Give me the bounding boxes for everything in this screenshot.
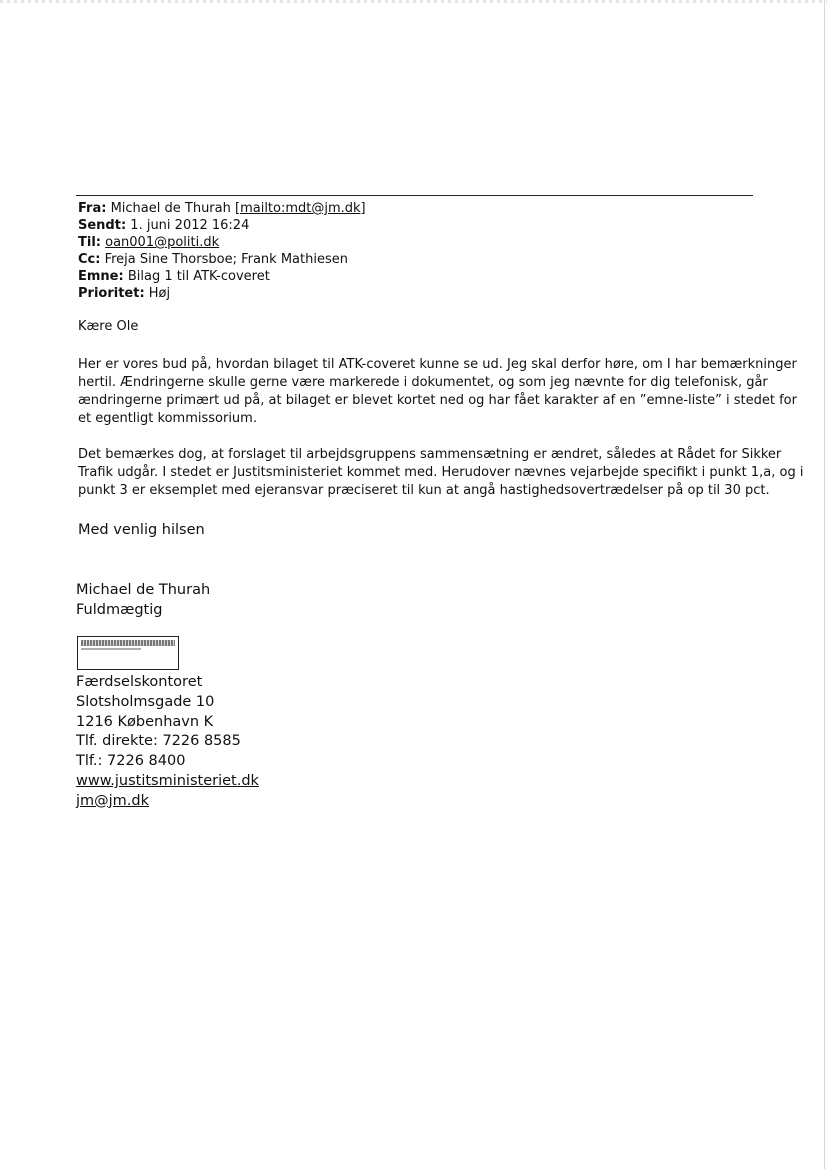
signer-block xyxy=(76,580,210,620)
website-link[interactable]: www.justitsministeriet.dk xyxy=(76,772,259,789)
header-divider xyxy=(76,195,753,196)
header-sent xyxy=(78,217,738,234)
city: 1216 København K xyxy=(76,713,214,730)
street: Slotsholmsgade 10 xyxy=(76,693,215,710)
paragraph-line: Her er vores bud på, hvordan bilaget til ATK-coveret kunne se ud. Jeg skal derfor høre, om I har bemærkninger xyxy=(78,357,797,372)
logo-strip xyxy=(81,640,175,646)
paragraph-line: Det bemærkes dog, at forslaget til arbejdsgruppens sammensætning er ændret, således at Rådet for Sikker xyxy=(78,447,782,462)
logo-strip-secondary xyxy=(81,648,141,650)
cc-label: Cc: xyxy=(78,252,101,267)
subject-value: Bilag 1 til ATK-coveret xyxy=(127,269,270,284)
closing: Med venlig hilsen xyxy=(78,522,205,538)
from-mailto-link[interactable]: [mailto:mdt@jm.dk] xyxy=(235,201,366,216)
priority-value: Høj xyxy=(148,286,171,301)
to-label: Til: xyxy=(78,235,101,250)
header-subject xyxy=(78,268,738,285)
header-to xyxy=(78,234,738,251)
sent-value: 1. juni 2012 16:24 xyxy=(130,218,250,233)
paragraph-line: punkt 3 er eksemplet med ejeransvar præciseret til kun at angå hastighedsovertrædelser på op til 30 pct. xyxy=(78,483,770,498)
header-priority xyxy=(78,285,738,302)
signer-name: Michael de Thurah xyxy=(76,582,211,598)
email-link[interactable]: jm@jm.dk xyxy=(76,792,150,809)
signer-title: Fuldmægtig xyxy=(76,602,163,618)
header-from xyxy=(78,200,738,217)
from-name: Michael de Thurah xyxy=(110,201,231,216)
sent-label: Sendt: xyxy=(78,218,127,233)
paragraph-line: hertil. Ændringerne skulle gerne være markerede i dokumentet, og som jeg nævnte for dig telefonisk, går xyxy=(78,375,768,390)
scan-edge-top xyxy=(0,0,827,3)
body-paragraph-1 xyxy=(78,356,797,428)
scan-edge-right xyxy=(824,0,825,1169)
cc-value: Freja Sine Thorsboe; Frank Mathiesen xyxy=(104,252,348,267)
header-cc xyxy=(78,251,738,268)
paragraph-line: Trafik udgår. I stedet er Justitsministeriet kommet med. Herudover nævnes vejarbejde specifikt i punkt 1,a, og i xyxy=(78,465,804,480)
to-email-link[interactable]: oan001@politi.dk xyxy=(105,235,220,250)
email-header xyxy=(78,200,738,302)
paragraph-line: et egentligt kommissorium. xyxy=(78,411,257,426)
subject-label: Emne: xyxy=(78,269,124,284)
department: Færdselskontoret xyxy=(76,674,203,690)
priority-label: Prioritet: xyxy=(78,286,145,301)
body-paragraph-2 xyxy=(78,446,804,500)
signature-address xyxy=(76,673,259,812)
logo-image xyxy=(77,636,179,670)
from-label: Fra: xyxy=(78,201,107,216)
phone: Tlf.: 7226 8400 xyxy=(76,753,186,770)
greeting: Kære Ole xyxy=(78,319,139,334)
paragraph-line: ændringerne primært ud på, at bilaget er blevet kortet ned og har fået karakter af en ”emne-liste” i stedet for xyxy=(78,393,797,408)
phone-direct: Tlf. direkte: 7226 8585 xyxy=(76,733,241,750)
